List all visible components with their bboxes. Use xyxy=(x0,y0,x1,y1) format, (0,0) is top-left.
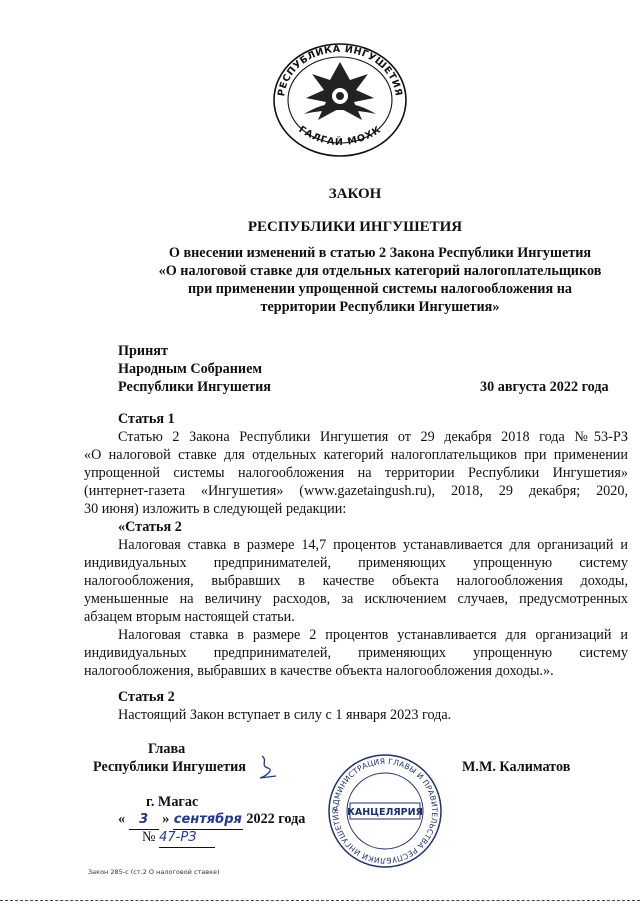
page-subtitle: РЕСПУБЛИКИ ИНГУШЕТИЯ xyxy=(247,219,463,235)
article2-heading: Статья 2 xyxy=(118,689,175,705)
law-number xyxy=(142,828,215,848)
adopted-line: Принят xyxy=(118,343,168,359)
law-title xyxy=(90,244,640,316)
city: г. Магас xyxy=(146,794,199,810)
signature-scribble xyxy=(256,754,280,780)
article1-line: «О налоговой ставке для отдельных категорий налогоплательщиков при применении xyxy=(84,447,628,463)
law-title-line: «О налоговой ставке для отдельных категорий налогоплательщиков xyxy=(158,263,602,279)
emblem-top-text: РЕСПУБЛИКА ИНГУШЕТИЯ xyxy=(276,43,404,98)
emblem-bottom-text: ГАЛГАЙ МОХК xyxy=(296,124,384,149)
quoted-para1-line: налогообложения, выбравших в качестве объекта налогообложения доходы, xyxy=(84,573,628,589)
adopted-line: Республики Ингушетия xyxy=(118,379,271,395)
bottom-rule xyxy=(0,900,640,901)
chancellery-stamp xyxy=(326,752,444,870)
signature-role-line1: Глава xyxy=(148,741,186,757)
quoted-para1-line: абзацем вторым настоящей статьи. xyxy=(84,609,295,625)
emblem-seal xyxy=(270,40,410,160)
signature-role-line2: Республики Ингушетия xyxy=(93,759,246,775)
law-title-line: О внесении изменений в статью 2 Закона Республики Ингушетия xyxy=(168,245,592,261)
quoted-para1-line: индивидуальных предпринимателей, применяющих упрощенную систему xyxy=(84,555,628,571)
date-day: 3 xyxy=(129,811,159,830)
quoted-para1-line: Налоговая ставка в размере 14,7 процентов устанавливается для организаций и xyxy=(118,537,628,553)
article2-text: Настоящий Закон вступает в силу с 1 января 2023 года. xyxy=(118,707,452,723)
article1-line: 30 июня) изложить в следующей редакции: xyxy=(84,501,347,517)
adopted-line: Народным Собранием xyxy=(118,361,263,377)
date-quote-open: « xyxy=(118,811,126,827)
quoted-para1-line: уменьшенные на величину расходов, за исключением случаев, предусмотренных xyxy=(84,591,628,607)
signing-date xyxy=(118,810,305,830)
article1-heading: Статья 1 xyxy=(118,411,175,427)
quoted-article-heading: «Статья 2 xyxy=(118,519,182,535)
article1-line: (интернет-газета «Ингушетия» (www.gazetaingush.ru), 2018, 29 декабря; 2020, xyxy=(84,483,628,499)
signatory-name: М.М. Калиматов xyxy=(462,759,571,775)
date-year: 2022 года xyxy=(246,811,306,827)
law-title-line: территории Республики Ингушетия» xyxy=(260,299,500,315)
stamp-outer-text: АДМИНИСТРАЦИЯ ГЛАВЫ И ПРАВИТЕЛЬСТВА РЕСПУБЛИКИ ИНГУШЕТИЯ xyxy=(330,756,440,866)
law-title-line: при применении упрощенной системы налогообложения на xyxy=(188,281,572,297)
date-month: сентября xyxy=(173,811,243,830)
page-title: ЗАКОН xyxy=(328,186,382,202)
adopted-date: 30 августа 2022 года xyxy=(480,379,609,395)
article1-body xyxy=(84,428,628,680)
number-prefix: № xyxy=(142,829,156,845)
stamp-center-text: КАНЦЕЛЯРИЯ xyxy=(347,807,423,818)
number-value: 47-РЗ xyxy=(159,829,215,848)
date-quote-close: » xyxy=(162,811,170,827)
quoted-para2-line: налогообложения, выбравших в качестве объекта налогообложения доходы.». xyxy=(84,663,554,679)
footer-note: Закон 285-с (ст.2 О налоговой ставке) xyxy=(88,868,220,876)
quoted-para2-line: индивидуальных предпринимателей, применяющих упрощенную систему xyxy=(84,645,628,661)
article1-line: Статью 2 Закона Республики Ингушетия от 29 декабря 2018 года №53-РЗ xyxy=(118,429,628,445)
article1-line: упрощенной системы налогообложения на территории Республики Ингушетия» xyxy=(84,465,628,481)
quoted-para2-line: Налоговая ставка в размере 2 процентов устанавливается для организаций и xyxy=(118,627,628,643)
adopted-block xyxy=(118,342,271,396)
